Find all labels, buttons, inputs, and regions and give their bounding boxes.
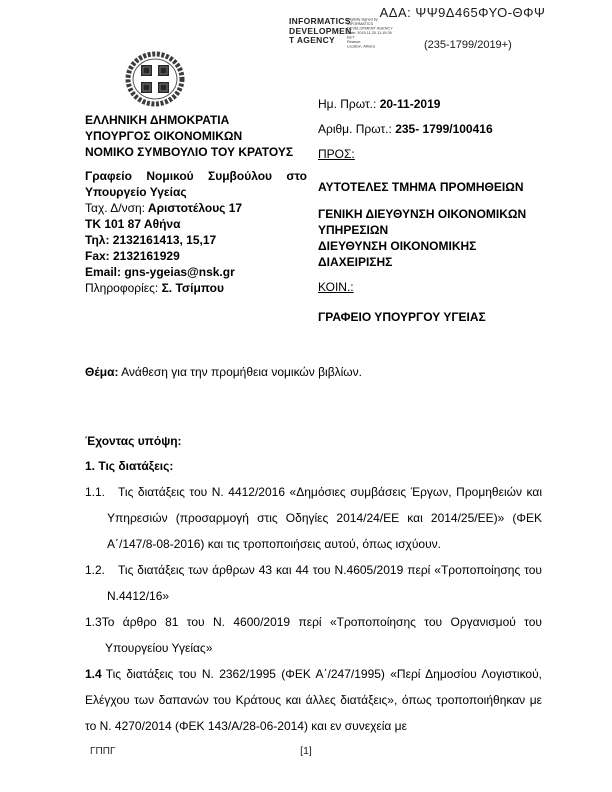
fax-line: Fax: 2132161929 [85,249,180,263]
item-number: 1.2. [85,563,106,577]
item-text: Το άρθρο 81 του Ν. 4600/2019 περί «Τροποποίησης του Οργανισμού του Υπουργείου Υγείας» [101,615,542,655]
signature-detail-line: DEVELOPMENT AGENCY [347,26,393,31]
protocol-date-line [318,96,544,112]
subject-label: Θέμα: [85,365,119,379]
page-number: [1] [300,745,312,757]
item-text: Τις διατάξεις των άρθρων 43 και 44 του Ν.4605/2019 περί «Τροποποίησης του Ν.4412/16» [107,563,542,603]
address-value: Αριστοτέλους 17 [147,201,243,215]
cc-label: ΚΟΙΝ.: [318,280,354,294]
to-recipient: ΔΙΕΥΘΥΝΣΗ ΟΙΚΟΝΟΜΙΚΗΣ ΔΙΑΧΕΙΡΙΣΗΣ [318,239,477,269]
item-text: Τις διατάξεις του Ν. 2362/1995 (ΦΕΚ Α΄/247/1995) «Περί Δημοσίου Λογιστικού, Ελέγχου των δαπανών του Κράτους και άλλες διατάξεις», όπως τροποποιήθηκαν με το Ν. 4270/2014 (ΦΕΚ 143/Α/28-06-2014) και εν συνεχεία με [85,667,542,733]
item-number: 1.3 [85,615,102,629]
item-text: Τις διατάξεις του Ν. 4412/2016 «Δημόσιες συμβάσεις Έργων, Προμηθειών και Υπηρεσιών (προσαρμογή στις Οδηγίες 2014/24/ΕΕ και 2014/25/ΕΕ)» (ΦΕΚ Α΄/147/8-08-2016) και τις τροποποιήσεις αυτού, όπως ισχύουν. [107,485,542,551]
signature-detail-line: EET [347,35,355,40]
to-label: ΠΡΟΣ: [318,147,355,161]
item-number: 1.1. [85,485,106,499]
document-body [85,429,542,739]
address-label: Ταχ. Δ/νση: [85,201,146,215]
signature-detail-line: Digitally signed by [347,17,378,22]
recipients-block [318,96,544,325]
subject-line [85,365,542,379]
email-line: Email: gns-ygeias@nsk.gr [85,265,235,279]
signature-agency-name [289,17,351,46]
office-name: Γραφείο Νομικού Συμβούλου στο Υπουργείο Υγείας [85,169,307,199]
signature-details [347,17,415,49]
protocol-reference-stamp: (235-1799/2019+) [424,39,512,51]
protocol-date-value: 20-11-2019 [379,97,441,111]
postal-code-line: ΤΚ 101 87 Αθήνα [85,217,181,231]
contact-value: Σ. Τσίμπου [161,281,224,295]
protocol-date-label: Ημ. Πρωτ.: [318,97,377,111]
signature-agency-line: INFORMATICS [289,16,351,26]
body-section-heading: 1. Τις διατάξεις: [85,459,174,473]
signature-detail-line: Location: Athens [347,44,376,49]
body-item-1-2 [85,557,542,609]
cc-recipient: ΓΡΑΦΕΙΟ ΥΠΟΥΡΓΟΥ ΥΓΕΙΑΣ [318,310,486,324]
body-item-1-3 [85,609,542,661]
to-recipient: ΑΥΤΟΤΕΛΕΣ ΤΜΗΜΑ ΠΡΟΜΗΘΕΙΩΝ [318,180,524,194]
signature-detail-line: Date: 2019.11.20 11:19:26 [347,30,392,35]
republic-heading: ΕΛΛΗΝΙΚΗ ΔΗΜΟΚΡΑΤΙΑ [85,113,230,127]
protocol-number-line [318,121,544,137]
signature-detail-line: Reason: [347,39,362,44]
address-line [85,200,307,216]
protocol-number-value: 235- 1799/100416 [395,122,493,136]
footer-initials: ΓΠΠΓ [90,746,116,757]
contact-line [85,280,307,296]
minister-heading: ΥΠΟΥΡΓΟΣ ΟΙΚΟΝΟΜΙΚΩΝ [85,129,243,143]
greek-coat-of-arms-icon [124,49,186,116]
signature-detail-line: INFORMATICS [347,21,374,26]
body-intro: Έχοντας υπόψη: [85,434,182,448]
signature-agency-line: DEVELOPMEN [289,25,352,36]
legal-council-heading: ΝΟΜΙΚΟ ΣΥΜΒΟΥΛΙΟ ΤΟΥ ΚΡΑΤΟΥΣ [85,145,294,159]
sender-block [85,112,307,296]
body-item-1-4 [85,661,542,739]
to-recipient: ΓΕΝΙΚΗ ΔΙΕΥΘΥΝΣΗ ΟΙΚΟΝΟΜΙΚΩΝ ΥΠΗΡΕΣΙΩΝ [318,207,527,237]
phone-line: Τηλ: 2132161413, 15,17 [85,233,217,247]
ada-code: ΑΔΑ: ΨΨ9Δ465ΦΥΟ-ΘΦΨ [379,5,546,20]
subject-text: Ανάθεση για την προμήθεια νομικών βιβλίων. [118,365,362,379]
item-number: 1.4 [85,667,102,681]
body-item-1-1 [85,479,542,557]
signature-agency-line: T AGENCY [289,35,336,45]
protocol-number-label: Αριθμ. Πρωτ.: [318,122,392,136]
contact-label: Πληροφορίες: [85,281,159,295]
